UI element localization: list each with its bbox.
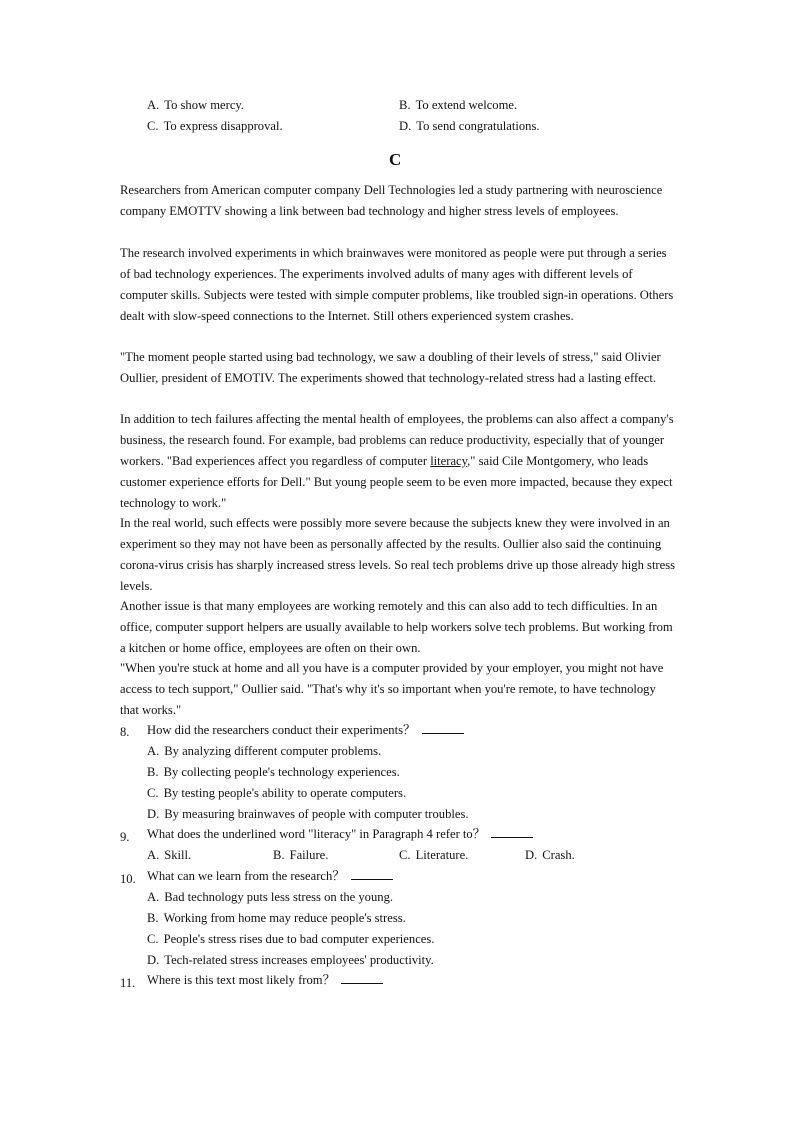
question-number: 10.	[120, 872, 136, 886]
option-c	[147, 783, 406, 804]
option-text: To send congratulations.	[416, 119, 540, 133]
prev-option-a	[147, 95, 244, 116]
option-text: To show mercy.	[164, 98, 245, 112]
option-a	[147, 845, 191, 866]
underlined-word: literacy	[430, 453, 468, 468]
option-a	[147, 741, 381, 762]
question-8	[147, 720, 464, 741]
option-label: D.	[147, 953, 160, 967]
option-label: D.	[399, 119, 412, 133]
option-c	[399, 845, 468, 866]
passage-paragraph-1: Researchers from American computer company Dell Technologies led a study partnering with neuroscience company EMOTTV showing a link between bad technology and higher stress levels of employees.	[120, 183, 663, 218]
question-text: What can we learn from the research？	[147, 869, 345, 883]
question-10	[147, 866, 393, 887]
option-text: To express disapproval.	[163, 119, 283, 133]
option-label: D.	[525, 848, 538, 862]
paragraph-text: In addition to tech failures affecting the mental health of employees, the problems can also affect a company's business, the research found. For example, bad problems can reduce productivity, especially that of younger workers. "Bad experiences affect you regardless of computer	[120, 412, 674, 468]
question-text: What does the underlined word "literacy" in Paragraph 4 refer to？	[147, 827, 486, 841]
option-b	[147, 762, 400, 783]
option-text: By measuring brainwaves of people with computer troubles.	[164, 807, 469, 821]
question-11	[147, 970, 383, 991]
option-text: Crash.	[542, 848, 575, 862]
option-a	[147, 887, 393, 908]
question-text: How did the researchers conduct their experiments？	[147, 723, 416, 737]
option-label: C.	[147, 119, 159, 133]
answer-blank[interactable]	[422, 721, 464, 734]
question-number: 11.	[120, 976, 136, 990]
prev-option-d	[399, 116, 540, 137]
paragraph-text: ," said Cile Montgomery, who leads customer experience efforts for Dell." But young people seem to be even more impacted, because they expect technology to work."	[120, 453, 673, 510]
option-text: By analyzing different computer problems.	[164, 744, 382, 758]
option-text: Tech-related stress increases employees' productivity.	[164, 953, 434, 967]
option-label: B.	[399, 98, 411, 112]
option-text: By testing people's ability to operate computers.	[163, 786, 407, 800]
option-text: Skill.	[164, 848, 192, 862]
option-label: A.	[147, 744, 160, 758]
option-label: D.	[147, 807, 160, 821]
option-text: To extend welcome.	[415, 98, 518, 112]
passage-paragraph-6: Another issue is that many employees are working remotely and this can also add to tech difficulties. In an office, computer support helpers are usually available to help workers solve tech problems. But working from a kitchen or home office, employees are often on their own.	[120, 599, 673, 655]
option-label: C.	[147, 932, 159, 946]
option-text: By collecting people's technology experiences.	[163, 765, 400, 779]
answer-blank[interactable]	[341, 971, 383, 984]
passage-paragraph-7: "When you're stuck at home and all you have is a computer provided by your employer, you might not have access to tech support," Oullier said. "That's why it's so important when you're remote, to have technology that works."	[120, 661, 664, 717]
option-label: C.	[147, 786, 159, 800]
option-d	[147, 804, 469, 825]
option-label: A.	[147, 98, 160, 112]
passage-paragraph-5: In the real world, such effects were possibly more severe because the subjects knew they were involved in an experiment so they may not have been as personally affected by the results. Oullier also said the continuing corona-virus crisis has sharply increased stress levels. So real tech problems drive up those already high stress levels.	[120, 516, 676, 593]
option-text: People's stress rises due to bad computer experiences.	[163, 932, 435, 946]
option-label: A.	[147, 890, 160, 904]
option-text: Failure.	[289, 848, 329, 862]
passage-paragraph-4	[120, 409, 676, 514]
option-d	[147, 950, 434, 971]
option-d	[525, 845, 575, 866]
prev-option-c	[147, 116, 283, 137]
passage-paragraph-3: "The moment people started using bad technology, we saw a doubling of their levels of stress," said Olivier Oullier, president of EMOTIV. The experiments showed that technology-related stress had a lasting effect.	[120, 350, 661, 385]
option-text: Literature.	[415, 848, 469, 862]
answer-blank[interactable]	[351, 867, 393, 880]
prev-option-b	[399, 95, 517, 116]
option-label: A.	[147, 848, 160, 862]
option-label: B.	[273, 848, 285, 862]
answer-blank[interactable]	[491, 825, 533, 838]
option-text: Bad technology puts less stress on the young.	[164, 890, 394, 904]
question-text: Where is this text most likely from？	[147, 973, 336, 987]
option-b	[273, 845, 328, 866]
question-number: 9.	[120, 830, 130, 844]
option-c	[147, 929, 434, 950]
option-label: C.	[399, 848, 411, 862]
option-label: B.	[147, 911, 159, 925]
question-9	[147, 824, 533, 845]
section-heading: C	[389, 150, 402, 169]
passage-paragraph-2: The research involved experiments in which brainwaves were monitored as people were put through a series of bad technology experiences. The experiments involved adults of many ages with different levels of computer skills. Subjects were tested with simple computer problems, like troubled sign-in operations. Others dealt with slow-speed connections to the Internet. Still others experienced system crashes.	[120, 246, 674, 323]
question-number: 8.	[120, 725, 130, 739]
option-label: B.	[147, 765, 159, 779]
option-text: Working from home may reduce people's stress.	[163, 911, 406, 925]
option-b	[147, 908, 406, 929]
